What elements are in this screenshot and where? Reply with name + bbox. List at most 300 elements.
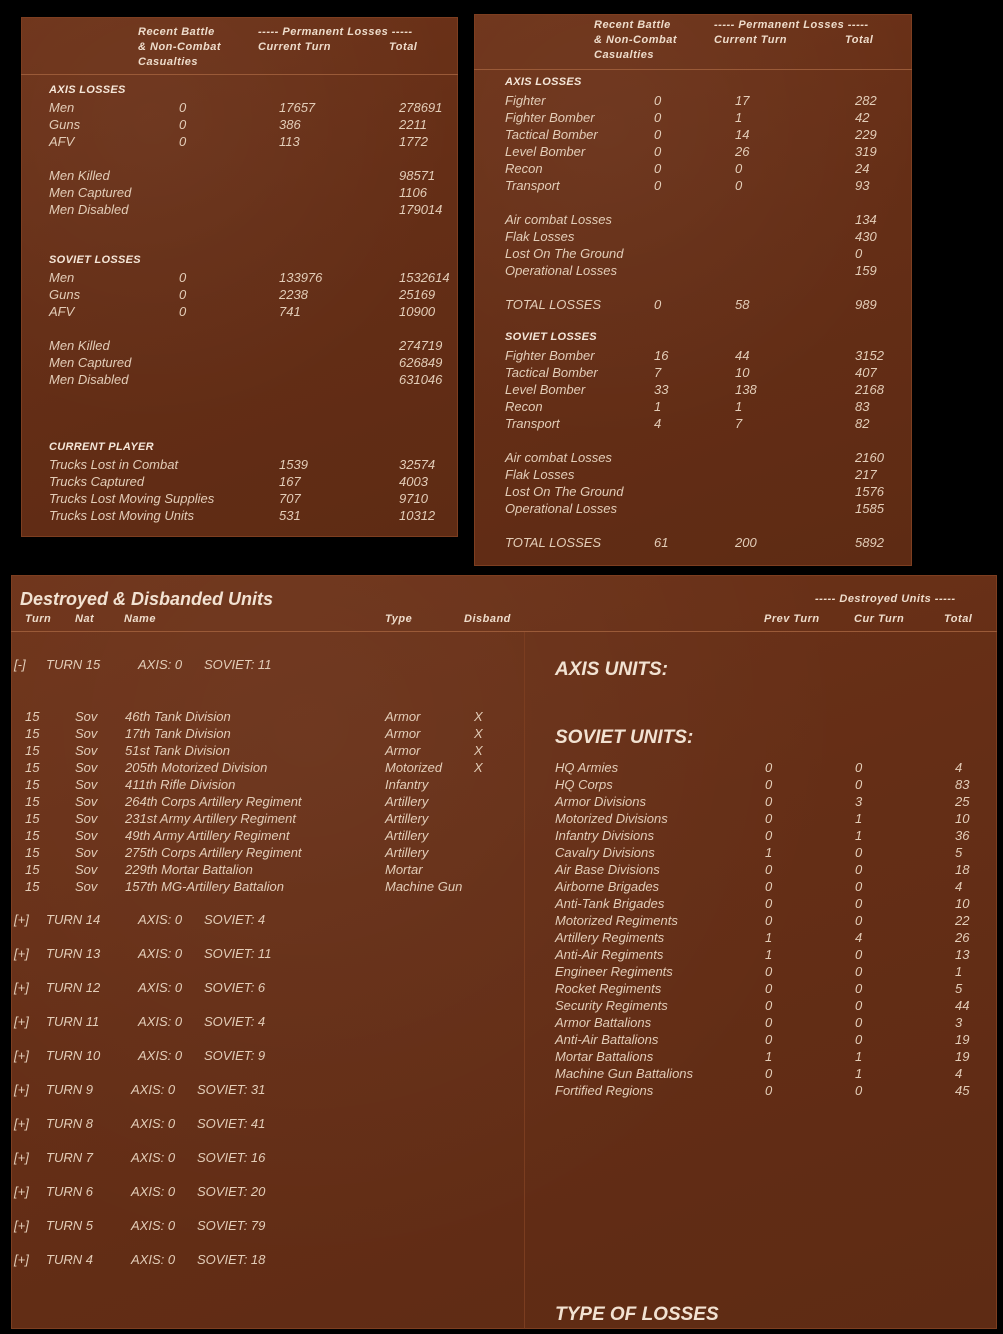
- total-value: 1532614: [399, 270, 450, 285]
- total-value: 282: [855, 93, 877, 108]
- prev-turn-value: 0: [765, 981, 773, 996]
- cur-turn-value: 0: [855, 981, 863, 996]
- row-label: AFV: [49, 304, 75, 319]
- current-turn-value: 167: [279, 474, 301, 489]
- unit-turn: 15: [25, 879, 40, 894]
- recent-value: 7: [654, 365, 662, 380]
- total-value: 217: [855, 467, 877, 482]
- recent-value: 0: [654, 178, 662, 193]
- axis-loss-row: [21, 117, 458, 134]
- current-turn-value: 1: [735, 110, 743, 125]
- unit-name: 17th Tank Division: [125, 726, 231, 741]
- unit-category-label: Cavalry Divisions: [555, 845, 655, 860]
- prev-turn-value: 0: [765, 1015, 773, 1030]
- unit-type: Armor: [385, 743, 421, 758]
- cur-turn-value: 0: [855, 913, 863, 928]
- expand-toggle[interactable]: [+]: [14, 1218, 29, 1233]
- total-value: 10900: [399, 304, 436, 319]
- unit-nation: Sov: [75, 760, 98, 775]
- row-label: Level Bomber: [505, 382, 586, 397]
- total-value: 1585: [855, 501, 884, 516]
- air-losses-panel: [474, 14, 912, 566]
- soviet-unit-summary-row: [11, 1066, 997, 1083]
- total-value: 4: [955, 879, 963, 894]
- unit-turn: 15: [25, 794, 40, 809]
- soviet-units-title: SOVIET UNITS:: [555, 727, 694, 748]
- cur-turn-value: 1: [855, 1049, 863, 1064]
- unit-category-label: Engineer Regiments: [555, 964, 673, 979]
- current-turn-value: 14: [735, 127, 750, 142]
- unit-type: Artillery: [385, 845, 429, 860]
- cur-turn-value: 1: [855, 1066, 863, 1081]
- soviet-unit-summary-row: [11, 998, 997, 1015]
- unit-name: 411th Rifle Division: [125, 777, 236, 792]
- unit-name: 157th MG-Artillery Battalion: [125, 879, 284, 894]
- soviet-count: SOVIET: 9: [204, 1048, 266, 1063]
- total-value: 626849: [399, 355, 443, 370]
- row-label: Transport: [505, 416, 560, 431]
- turn-group-collapsed[interactable]: [11, 1116, 511, 1134]
- axis-count: AXIS: 0: [131, 1082, 176, 1097]
- axis-count: AXIS: 0: [138, 946, 183, 961]
- soviet-unit-summary-row: [11, 845, 997, 862]
- row-label: TOTAL LOSSES: [505, 297, 602, 312]
- header-divider: [11, 631, 997, 632]
- total-value: 83: [955, 777, 970, 792]
- turn-label: TURN 13: [46, 946, 101, 961]
- turn-label: TURN 12: [46, 980, 101, 995]
- row-label: AFV: [49, 134, 75, 149]
- axis-count: AXIS: 0: [131, 1218, 176, 1233]
- soviet-unit-summary-row: [11, 964, 997, 981]
- unit-nation: Sov: [75, 794, 98, 809]
- soviet-unit-summary-row: [11, 777, 997, 794]
- expand-toggle[interactable]: [+]: [14, 946, 29, 961]
- prev-turn-value: 0: [765, 1032, 773, 1047]
- recent-value: 0: [179, 304, 187, 319]
- soviet-loss-row: [21, 287, 458, 304]
- unit-category-label: Anti-Air Battalions: [555, 1032, 659, 1047]
- unit-category-label: Armor Battalions: [555, 1015, 652, 1030]
- axis-count: AXIS: 0: [138, 912, 183, 927]
- recent-value: 0: [654, 161, 662, 176]
- current-turn-value: 10: [735, 365, 750, 380]
- unit-name: 264th Corps Artillery Regiment: [125, 794, 302, 809]
- soviet-air-detail-row: [474, 501, 912, 518]
- axis-count: AXIS: 0: [138, 980, 183, 995]
- current-turn-value: 58: [735, 297, 750, 312]
- total-value: 36: [955, 828, 970, 843]
- soviet-count: SOVIET: 41: [197, 1116, 266, 1131]
- axis-count: AXIS: 0: [131, 1116, 176, 1131]
- col-turn[interactable]: Turn: [25, 613, 52, 625]
- col-disband[interactable]: Disband: [464, 613, 511, 625]
- prev-turn-value: 0: [765, 1083, 773, 1098]
- cur-turn-value: 1: [855, 811, 863, 826]
- soviet-detail-row: [21, 355, 458, 372]
- header-divider: [21, 74, 458, 75]
- soviet-unit-summary-row: [11, 862, 997, 879]
- unit-disband-mark: X: [474, 726, 483, 741]
- total-value: 13: [955, 947, 970, 962]
- unit-category-label: HQ Corps: [555, 777, 613, 792]
- total-value: 19: [955, 1049, 970, 1064]
- axis-count: AXIS: 0: [138, 1048, 183, 1063]
- total-value: 19: [955, 1032, 970, 1047]
- unit-type: Armor: [385, 726, 421, 741]
- unit-name: 49th Army Artillery Regiment: [125, 828, 290, 843]
- total-value: 98571: [399, 168, 436, 183]
- total-value: 229: [855, 127, 877, 142]
- row-label: Fighter Bomber: [505, 348, 595, 363]
- turn-label: TURN 6: [46, 1184, 93, 1199]
- prev-turn-value: 0: [765, 794, 773, 809]
- unit-category-label: Rocket Regiments: [555, 981, 662, 996]
- unit-nation: Sov: [75, 862, 98, 877]
- axis-air-detail-row: [474, 263, 912, 280]
- axis-detail-row: [21, 202, 458, 219]
- prev-turn-value: 0: [765, 964, 773, 979]
- unit-nation: Sov: [75, 879, 98, 894]
- soviet-unit-summary-row: [11, 981, 997, 998]
- row-label: Guns: [49, 287, 81, 302]
- axis-count: AXIS: 0: [131, 1184, 176, 1199]
- expand-toggle[interactable]: [+]: [14, 1048, 29, 1063]
- soviet-count: SOVIET: 18: [197, 1252, 266, 1267]
- row-label: Fighter Bomber: [505, 110, 595, 125]
- unit-row[interactable]: [11, 726, 516, 743]
- unit-category-label: Infantry Divisions: [555, 828, 654, 843]
- soviet-aircraft-row: [474, 399, 912, 416]
- total-value: 159: [855, 263, 877, 278]
- axis-count: AXIS: 0: [138, 1014, 183, 1029]
- unit-turn: 15: [25, 726, 40, 741]
- total-value: 10: [955, 896, 970, 911]
- axis-aircraft-row: [474, 127, 912, 144]
- row-label: Air combat Losses: [505, 450, 612, 465]
- row-label: Men Captured: [49, 355, 132, 370]
- axis-loss-row: [21, 100, 458, 117]
- row-label: Men Killed: [49, 338, 110, 353]
- unit-type: Mortar: [385, 862, 423, 877]
- expand-toggle[interactable]: [+]: [14, 1116, 29, 1131]
- prev-turn-value: 0: [765, 760, 773, 775]
- total-value: 1576: [855, 484, 884, 499]
- row-label: Men Captured: [49, 185, 132, 200]
- prev-turn-value: 0: [765, 828, 773, 843]
- axis-aircraft-row: [474, 93, 912, 110]
- total-value: 22: [955, 913, 970, 928]
- expand-toggle[interactable]: [+]: [14, 1184, 29, 1199]
- col-nat[interactable]: Nat: [75, 613, 95, 625]
- recent-value: 0: [654, 144, 662, 159]
- row-label: Guns: [49, 117, 81, 132]
- axis-air-detail-row: [474, 229, 912, 246]
- turn-label: TURN 4: [46, 1252, 93, 1267]
- unit-name: 229th Mortar Battalion: [125, 862, 253, 877]
- turn-group-expanded[interactable]: [11, 657, 511, 675]
- unit-nation: Sov: [75, 726, 98, 741]
- unit-category-label: Airborne Brigades: [555, 879, 660, 894]
- unit-turn: 15: [25, 811, 40, 826]
- row-label: Air combat Losses: [505, 212, 612, 227]
- row-label: Trucks Lost in Combat: [49, 457, 179, 472]
- soviet-aircraft-row: [474, 348, 912, 365]
- cur-turn-value: 0: [855, 998, 863, 1013]
- unit-row[interactable]: [11, 743, 516, 760]
- recent-value: 16: [654, 348, 669, 363]
- permanent-losses-header: ----- Permanent Losses -----: [714, 19, 869, 31]
- recent-value: 0: [179, 134, 187, 149]
- cur-turn-value: 0: [855, 896, 863, 911]
- current-turn-value: 17: [735, 93, 750, 108]
- unit-type: Artillery: [385, 811, 429, 826]
- total-value: 430: [855, 229, 877, 244]
- unit-type: Motorized: [385, 760, 443, 775]
- cur-turn-value: 0: [855, 1083, 863, 1098]
- soviet-count: SOVIET: 31: [197, 1082, 266, 1097]
- row-label: Trucks Captured: [49, 474, 145, 489]
- col-prev-turn: Prev Turn: [764, 613, 820, 625]
- row-label: Men Disabled: [49, 372, 129, 387]
- prev-turn-value: 1: [765, 947, 773, 962]
- axis-detail-row: [21, 168, 458, 185]
- current-turn-value: 17657: [279, 100, 316, 115]
- cur-turn-value: 0: [855, 1015, 863, 1030]
- current-turn-value: 1: [735, 399, 743, 414]
- axis-aircraft-row: [474, 110, 912, 127]
- soviet-aircraft-row: [474, 365, 912, 382]
- soviet-air-detail-row: [474, 467, 912, 484]
- turn-label: TURN 15: [46, 657, 101, 672]
- row-label: Men: [49, 270, 75, 285]
- prev-turn-value: 0: [765, 896, 773, 911]
- soviet-unit-summary-row: [11, 896, 997, 913]
- soviet-aircraft-row: [474, 382, 912, 399]
- row-label: Fighter: [505, 93, 546, 108]
- ground-losses-panel: [21, 17, 458, 537]
- cur-turn-value: 4: [855, 930, 863, 945]
- soviet-air-detail-row: [474, 450, 912, 467]
- soviet-air-detail-row: [474, 484, 912, 501]
- soviet-unit-summary-row: [11, 1049, 997, 1066]
- total-value: 32574: [399, 457, 436, 472]
- soviet-loss-row: [21, 304, 458, 321]
- unit-nation: Sov: [75, 811, 98, 826]
- unit-disband-mark: X: [474, 743, 483, 758]
- total-value: 25169: [399, 287, 436, 302]
- total-value: 319: [855, 144, 877, 159]
- soviet-count: SOVIET: 4: [204, 1014, 266, 1029]
- unit-category-label: Motorized Regiments: [555, 913, 678, 928]
- turn-group-collapsed[interactable]: [11, 1252, 511, 1270]
- player-truck-row: [21, 491, 458, 508]
- axis-total-row: [474, 297, 912, 314]
- soviet-losses-title: SOVIET LOSSES: [505, 331, 597, 343]
- recent-value: 61: [654, 535, 669, 550]
- unit-nation: Sov: [75, 777, 98, 792]
- turn-group-collapsed[interactable]: [11, 1184, 511, 1202]
- cur-turn-value: 0: [855, 947, 863, 962]
- current-turn-value: 113: [279, 134, 300, 149]
- recent-casualties-header: Recent Battle & Non-Combat Casualties: [138, 26, 221, 68]
- soviet-unit-summary-row: [11, 947, 997, 964]
- row-label: Flak Losses: [505, 467, 575, 482]
- row-label: Trucks Lost Moving Units: [49, 508, 194, 523]
- recent-value: 0: [179, 287, 187, 302]
- current-turn-value: 741: [279, 304, 301, 319]
- unit-type: Machine Gun: [385, 879, 463, 894]
- total-value: 5: [955, 981, 963, 996]
- unit-nation: Sov: [75, 845, 98, 860]
- total-value: 45: [955, 1083, 970, 1098]
- cur-turn-value: 0: [855, 845, 863, 860]
- unit-turn: 15: [25, 828, 40, 843]
- unit-category-label: Anti-Air Regiments: [555, 947, 664, 962]
- collapse-toggle[interactable]: [-]: [14, 657, 26, 672]
- total-value: 83: [855, 399, 870, 414]
- current-turn-value: 0: [735, 178, 743, 193]
- soviet-count: SOVIET: 6: [204, 980, 266, 995]
- current-turn-value: 0: [735, 161, 743, 176]
- total-value: 2211: [399, 117, 427, 132]
- total-value: 1: [955, 964, 963, 979]
- turn-label: TURN 14: [46, 912, 101, 927]
- row-label: Tactical Bomber: [505, 127, 598, 142]
- current-turn-value: 138: [735, 382, 757, 397]
- unit-nation: Sov: [75, 828, 98, 843]
- cur-turn-value: 0: [855, 862, 863, 877]
- col-total: Total: [944, 613, 973, 625]
- unit-name: 205th Motorized Division: [125, 760, 268, 775]
- panel-title: Destroyed & Disbanded Units: [20, 589, 274, 609]
- axis-losses-title: AXIS LOSSES: [49, 84, 126, 96]
- total-value: 10: [955, 811, 970, 826]
- expand-toggle[interactable]: [+]: [14, 980, 29, 995]
- unit-category-label: Fortified Regions: [555, 1083, 654, 1098]
- unit-nation: Sov: [75, 743, 98, 758]
- current-turn-value: 707: [279, 491, 301, 506]
- soviet-aircraft-row: [474, 416, 912, 433]
- unit-row[interactable]: [11, 709, 516, 726]
- prev-turn-value: 0: [765, 811, 773, 826]
- unit-turn: 15: [25, 777, 40, 792]
- axis-count: AXIS: 0: [138, 657, 183, 672]
- current-turn-value: 2238: [279, 287, 308, 302]
- unit-name: 231st Army Artillery Regiment: [125, 811, 296, 826]
- total-value: 3152: [855, 348, 884, 363]
- expand-toggle[interactable]: [+]: [14, 1252, 29, 1267]
- cur-turn-value: 0: [855, 964, 863, 979]
- total-value: 26: [955, 930, 970, 945]
- row-label: Trucks Lost Moving Supplies: [49, 491, 215, 506]
- total-value: 2168: [855, 382, 884, 397]
- row-label: Tactical Bomber: [505, 365, 598, 380]
- axis-aircraft-row: [474, 178, 912, 195]
- unit-turn: 15: [25, 845, 40, 860]
- row-label: Operational Losses: [505, 263, 618, 278]
- prev-turn-value: 0: [765, 777, 773, 792]
- recent-value: 4: [654, 416, 662, 431]
- soviet-unit-summary-row: [11, 1083, 997, 1100]
- turn-label: TURN 8: [46, 1116, 93, 1131]
- total-value: 42: [855, 110, 870, 125]
- turn-group-collapsed[interactable]: [11, 1150, 511, 1168]
- unit-category-label: Artillery Regiments: [555, 930, 665, 945]
- soviet-losses-title: SOVIET LOSSES: [49, 254, 141, 266]
- unit-category-label: HQ Armies: [555, 760, 619, 775]
- recent-value: 0: [654, 110, 662, 125]
- total-value: 82: [855, 416, 870, 431]
- row-label: Flak Losses: [505, 229, 575, 244]
- axis-count: AXIS: 0: [131, 1150, 176, 1165]
- axis-air-detail-row: [474, 246, 912, 263]
- row-label: Men Killed: [49, 168, 110, 183]
- turn-group-collapsed[interactable]: [11, 1218, 511, 1236]
- row-label: Transport: [505, 178, 560, 193]
- destroyed-units-header: ----- Destroyed Units -----: [815, 593, 956, 605]
- recent-value: 0: [179, 117, 187, 132]
- total-value: 0: [855, 246, 863, 261]
- turn-label: TURN 10: [46, 1048, 101, 1063]
- expand-toggle[interactable]: [+]: [14, 1082, 29, 1097]
- total-value: 44: [955, 998, 970, 1013]
- expand-toggle[interactable]: [+]: [14, 1014, 29, 1029]
- total-value: 93: [855, 178, 870, 193]
- axis-aircraft-row: [474, 161, 912, 178]
- prev-turn-value: 0: [765, 1066, 773, 1081]
- soviet-unit-summary-row: [11, 828, 997, 845]
- axis-air-detail-row: [474, 212, 912, 229]
- cur-turn-value: 0: [855, 777, 863, 792]
- total-value: 24: [855, 161, 870, 176]
- unit-name: 46th Tank Division: [125, 709, 231, 724]
- unit-disband-mark: X: [474, 760, 483, 775]
- soviet-count: SOVIET: 79: [197, 1218, 266, 1233]
- soviet-unit-summary-row: [11, 1015, 997, 1032]
- total-value: 179014: [399, 202, 443, 217]
- col-name[interactable]: Name: [124, 613, 156, 625]
- expand-toggle[interactable]: [+]: [14, 1150, 29, 1165]
- current-turn-value: 7: [735, 416, 743, 431]
- total-value: 4: [955, 1066, 963, 1081]
- total-value: 2160: [855, 450, 884, 465]
- recent-value: 33: [654, 382, 669, 397]
- turn-label: TURN 9: [46, 1082, 93, 1097]
- unit-turn: 15: [25, 862, 40, 877]
- row-label: Level Bomber: [505, 144, 586, 159]
- cur-turn-value: 0: [855, 760, 863, 775]
- current-turn-value: 531: [279, 508, 301, 523]
- total-value: 5: [955, 845, 963, 860]
- col-type[interactable]: Type: [385, 613, 413, 625]
- recent-value: 0: [654, 297, 662, 312]
- soviet-unit-summary-row: [11, 930, 997, 947]
- total-value: 3: [955, 1015, 963, 1030]
- soviet-unit-summary-row: [11, 794, 997, 811]
- unit-turn: 15: [25, 743, 40, 758]
- prev-turn-value: 0: [765, 862, 773, 877]
- total-value: 10312: [399, 508, 436, 523]
- unit-category-label: Mortar Battalions: [555, 1049, 654, 1064]
- soviet-unit-summary-row: [11, 760, 997, 777]
- total-value: 9710: [399, 491, 428, 506]
- cur-turn-value: 1: [855, 828, 863, 843]
- total-header: Total: [845, 34, 874, 46]
- prev-turn-value: 0: [765, 879, 773, 894]
- recent-value: 0: [654, 127, 662, 142]
- expand-toggle[interactable]: [+]: [14, 912, 29, 927]
